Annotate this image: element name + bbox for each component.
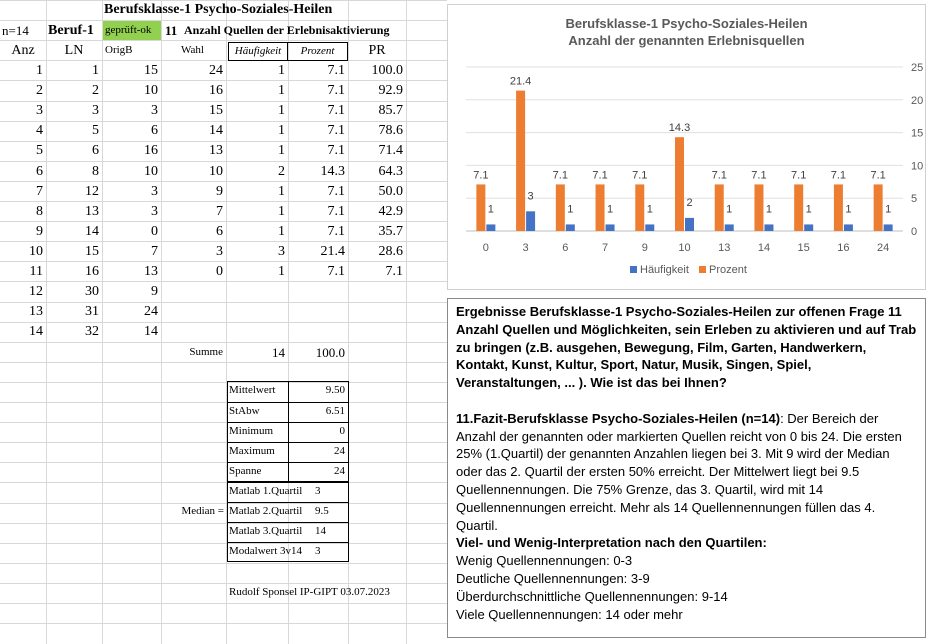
fazit-text: : Der Bereich der Anzahl der genannten oder markierten Quellen reicht von 0 bis 24. Die ersten 25% (1.Quartil) der genannten Anzahlen liegen bei 3. Mit 9 wird der Median oder das 2. Quartil der ersten 50% erreicht. Der Mittelwert liegt bei 9.5 Quellennennungen. Die 75% Grenze, das 3. Quartil, wird mit 14 Quellennennungen erreicht. Mehr als 14 Quellennennungen füllen das 4. Quartil. xyxy=(456,410,902,533)
cell-origb: 10 xyxy=(144,164,158,179)
data-label-prozent: 14.3 xyxy=(668,122,691,135)
cell-wahl: 6 xyxy=(216,224,223,239)
data-label-prozent: 7.1 xyxy=(632,169,648,182)
interp-line: Wenig Quellennennungen: 0-3 xyxy=(456,553,633,569)
y-tick-label: 15 xyxy=(911,127,924,140)
x-tick-label: 13 xyxy=(718,242,731,254)
cell-origb: 3 xyxy=(151,103,158,118)
cell-pr: 28.6 xyxy=(378,244,403,259)
legend-swatch-prozent xyxy=(699,266,706,273)
cell-p: 7.1 xyxy=(327,224,345,239)
x-tick-label: 3 xyxy=(522,242,529,254)
data-label-prozent: 7.1 xyxy=(791,169,807,182)
stat-label: Mittelwert xyxy=(229,384,276,396)
x-tick-label: 24 xyxy=(877,242,890,254)
cell-anz: 12 xyxy=(29,284,43,299)
interp-line: Deutliche Quellennennungen: 3-9 xyxy=(456,570,650,586)
cell-wahl: 7 xyxy=(216,204,223,219)
cell-wahl: 0 xyxy=(216,264,223,279)
bar-chart[interactable] xyxy=(447,4,926,290)
cell-origb: 6 xyxy=(151,123,158,138)
cell-pr: 64.3 xyxy=(378,164,403,179)
cell-origb: 3 xyxy=(151,184,158,199)
bar-prozent[interactable] xyxy=(556,184,565,231)
cell-p: 7.1 xyxy=(327,204,345,219)
y-tick-label: 10 xyxy=(911,160,924,173)
data-label-prozent: 7.1 xyxy=(592,169,608,182)
cell-origb: 7 xyxy=(151,244,158,259)
chart-plot xyxy=(448,5,925,289)
x-tick-label: 16 xyxy=(837,242,850,254)
data-label-haeufigkeit: 1 xyxy=(765,203,773,216)
bar-haeufigkeit[interactable] xyxy=(606,224,615,231)
cell-wahl: 14 xyxy=(209,123,223,138)
data-label-haeufigkeit: 1 xyxy=(805,203,812,216)
cell-p: 7.1 xyxy=(327,83,345,98)
cell-ln: 3 xyxy=(92,103,99,118)
fazit-label: 11.Fazit-Berufsklasse Psycho-Soziales-Heilen (n=14) xyxy=(456,410,781,426)
cell-p: 7.1 xyxy=(327,63,345,78)
stat-value: 24 xyxy=(334,445,345,457)
cell-origb: 15 xyxy=(144,63,158,78)
stat-label: Minimum xyxy=(229,425,274,437)
cell-pr: 92.9 xyxy=(378,83,403,98)
stat-value: 3 xyxy=(315,485,321,497)
cell-wahl: 24 xyxy=(209,63,223,78)
bar-prozent[interactable] xyxy=(675,137,684,231)
data-label-prozent: 7.1 xyxy=(552,169,568,182)
stat-value: 3 xyxy=(315,545,321,557)
data-label-haeufigkeit: 1 xyxy=(885,203,892,216)
fazit-paragraph xyxy=(456,410,917,535)
cell-anz: 11 xyxy=(29,264,43,279)
cell-wahl: 3 xyxy=(216,244,223,259)
cell-anz: 3 xyxy=(36,103,43,118)
sheet-title: Berufsklasse-1 Psycho-Soziales-Heilen xyxy=(104,2,333,17)
bar-haeufigkeit[interactable] xyxy=(486,224,495,231)
data-label-haeufigkeit: 1 xyxy=(606,203,614,216)
bar-prozent[interactable] xyxy=(596,184,605,231)
bar-haeufigkeit[interactable] xyxy=(725,224,734,231)
x-tick-label: 9 xyxy=(641,242,648,254)
cell-origb: 3 xyxy=(151,204,158,219)
summe-prozent: 100.0 xyxy=(315,345,345,360)
cell-ln: 30 xyxy=(85,284,99,299)
bar-prozent[interactable] xyxy=(715,184,724,231)
stat-label: Matlab 2.Quartil xyxy=(229,505,303,517)
y-tick-label: 5 xyxy=(911,193,918,206)
x-tick-label: 14 xyxy=(757,242,771,254)
stat-value: 24 xyxy=(334,465,345,477)
cell-anz: 4 xyxy=(36,123,43,138)
cell-h: 1 xyxy=(278,184,285,199)
cell-h: 1 xyxy=(278,224,285,239)
cell-p: 7.1 xyxy=(327,123,345,138)
cell-h: 1 xyxy=(278,83,285,98)
cell-ln: 8 xyxy=(92,164,99,179)
bar-haeufigkeit[interactable] xyxy=(645,224,654,231)
cell-anz: 13 xyxy=(29,304,43,319)
cell-anz: 5 xyxy=(36,143,43,158)
data-label-haeufigkeit: 1 xyxy=(567,203,574,216)
summe-label: Summe xyxy=(189,346,223,358)
col-header-wahl: Wahl xyxy=(181,44,204,56)
data-label-prozent: 7.1 xyxy=(711,169,727,182)
cell-anz: 10 xyxy=(29,244,43,259)
cell-anz: 1 xyxy=(36,63,43,78)
cell-pr: 78.6 xyxy=(378,123,403,138)
cell-ln: 13 xyxy=(85,204,99,219)
cell-p: 14.3 xyxy=(320,164,345,179)
col-header-haeufigkeit: Häufigkeit xyxy=(228,42,288,61)
cell-p: 7.1 xyxy=(327,103,345,118)
bar-haeufigkeit[interactable] xyxy=(884,224,893,231)
col-header-origb: OrigB xyxy=(105,44,133,56)
cell-anz: 7 xyxy=(36,184,43,199)
cell-ln: 2 xyxy=(92,83,99,98)
question-number: 11 xyxy=(165,23,178,38)
data-label-haeufigkeit: 1 xyxy=(646,203,653,216)
cell-anz: 14 xyxy=(29,324,43,339)
cell-ln: 5 xyxy=(92,123,99,138)
cell-h: 1 xyxy=(278,123,285,138)
cell-anz: 9 xyxy=(36,224,43,239)
data-label-prozent: 7.1 xyxy=(870,169,886,182)
bar-haeufigkeit[interactable] xyxy=(764,224,773,231)
cell-ln: 6 xyxy=(92,143,99,158)
bar-haeufigkeit[interactable] xyxy=(685,218,694,231)
stat-value: 14 xyxy=(315,525,326,537)
data-label-haeufigkeit: 1 xyxy=(845,203,852,216)
cell-ln: 32 xyxy=(85,324,99,339)
result-heading: Ergebnisse Berufsklasse-1 Psycho-Soziales-Heilen zur offenen Frage 11 Anzahl Quellen und Möglichkeiten, sein Erleben zu aktivieren und auf Trab zu bringen (z.B. ausgehen, Bewegung, Film, Garten, Handwerkern, Kontakt, Kunst, Kultur, Sport, Natur, Musik, Singen, Spiel, Veranstaltungen, ... ). Wie ist das bei Ihnen? xyxy=(456,304,917,391)
col-header-anz: Anz xyxy=(11,43,35,58)
data-label-prozent: 21.4 xyxy=(509,75,532,88)
cell-origb: 24 xyxy=(144,304,158,319)
col-header-ln: LN xyxy=(64,43,84,58)
legend-label-haeufigkeit[interactable]: Häufigkeit xyxy=(640,264,689,276)
group-label: Beruf-1 xyxy=(48,23,94,38)
cell-p: 21.4 xyxy=(320,244,345,259)
stat-label: Spanne xyxy=(229,465,262,477)
x-tick-label: 6 xyxy=(562,242,569,254)
cell-pr: 35.7 xyxy=(378,224,403,239)
cell-wahl: 10 xyxy=(209,164,223,179)
cell-ln: 14 xyxy=(85,224,99,239)
bar-haeufigkeit[interactable] xyxy=(804,224,813,231)
cell-ln: 12 xyxy=(85,184,99,199)
bar-prozent[interactable] xyxy=(754,184,763,231)
data-label-haeufigkeit: 2 xyxy=(686,196,693,209)
cell-h: 1 xyxy=(278,143,285,158)
interp-line: Überdurchschnittliche Quellennennungen: 9-14 xyxy=(456,588,728,604)
cell-anz: 8 xyxy=(36,204,43,219)
x-tick-label: 0 xyxy=(482,242,489,254)
stat-label: Matlab 3.Quartil xyxy=(229,525,303,537)
col-header-pr: PR xyxy=(368,43,386,58)
cell-ln: 1 xyxy=(92,63,99,78)
x-tick-label: 7 xyxy=(601,242,609,254)
y-tick-label: 20 xyxy=(911,94,924,107)
chart-title-line-1: Berufsklasse-1 Psycho-Soziales-Heilen xyxy=(565,16,808,31)
bar-prozent[interactable] xyxy=(794,184,803,231)
cell-ln: 16 xyxy=(85,264,99,279)
stat-label: Maximum xyxy=(229,445,275,457)
y-tick-label: 25 xyxy=(911,62,924,74)
chart-title-line-2: Anzahl der genannten Erlebnisquellen xyxy=(568,33,805,48)
bar-prozent[interactable] xyxy=(874,184,883,231)
cell-wahl: 9 xyxy=(216,184,223,199)
data-label-haeufigkeit: 1 xyxy=(726,203,733,216)
question-label: Anzahl Quellen der Erlebnisaktivierung xyxy=(184,23,390,37)
bar-haeufigkeit[interactable] xyxy=(526,211,535,231)
cell-pr: 50.0 xyxy=(378,184,403,199)
cell-p: 7.1 xyxy=(327,264,345,279)
cell-ln: 31 xyxy=(85,304,99,319)
cell-h: 1 xyxy=(278,63,285,78)
interp-line: Viele Quellennennungen: 14 oder mehr xyxy=(456,606,683,622)
summe-haeufigkeit: 14 xyxy=(272,345,285,360)
cell-origb: 0 xyxy=(151,224,158,239)
data-label-haeufigkeit: 1 xyxy=(487,203,494,216)
cell-p: 7.1 xyxy=(327,184,345,199)
cell-pr: 71.4 xyxy=(378,143,403,158)
cell-anz: 2 xyxy=(36,83,43,98)
cell-origb: 14 xyxy=(144,324,158,339)
stat-value: 0 xyxy=(339,425,345,437)
cell-h: 1 xyxy=(278,264,285,279)
stat-value: 9.50 xyxy=(325,384,345,396)
legend-label-prozent[interactable]: Prozent xyxy=(709,264,747,276)
legend-swatch-haeufigkeit xyxy=(630,266,637,273)
bar-prozent[interactable] xyxy=(635,184,644,231)
result-textbox[interactable] xyxy=(447,298,926,638)
author-credit: Rudolf Sponsel IP-GIPT 03.07.2023 xyxy=(229,586,390,598)
bar-prozent[interactable] xyxy=(476,184,485,231)
cell-origb: 10 xyxy=(144,83,158,98)
bar-prozent[interactable] xyxy=(834,184,843,231)
cell-h: 1 xyxy=(278,204,285,219)
stat-label: Modalwert 3v14 xyxy=(229,545,303,557)
stat-value: 9.5 xyxy=(315,505,329,517)
cell-ln: 15 xyxy=(85,244,99,259)
cell-wahl: 16 xyxy=(209,83,223,98)
bar-haeufigkeit[interactable] xyxy=(844,224,853,231)
cell-h: 2 xyxy=(278,164,285,179)
cell-pr: 100.0 xyxy=(371,63,403,78)
bar-prozent[interactable] xyxy=(516,91,525,231)
stat-label: Matlab 1.Quartil xyxy=(229,485,303,497)
x-tick-label: 10 xyxy=(678,242,691,254)
data-label-haeufigkeit: 3 xyxy=(527,190,534,203)
cell-wahl: 15 xyxy=(209,103,223,118)
stat-label: StAbw xyxy=(229,405,260,417)
cell-origb: 9 xyxy=(151,284,158,299)
cell-wahl: 13 xyxy=(209,143,223,158)
cell-origb: 13 xyxy=(144,264,158,279)
bar-haeufigkeit[interactable] xyxy=(566,224,575,231)
cell-anz: 6 xyxy=(36,164,43,179)
n-label: n=14 xyxy=(2,23,29,38)
data-label-prozent: 7.1 xyxy=(830,169,847,182)
y-tick-label: 0 xyxy=(911,226,918,238)
col-header-prozent: Prozent xyxy=(288,42,348,61)
cell-h: 3 xyxy=(278,244,285,259)
interp-heading: Viel- und Wenig-Interpretation nach den Quartilen: xyxy=(456,535,767,551)
cell-origb: 16 xyxy=(144,143,158,158)
data-label-prozent: 7.1 xyxy=(473,169,489,182)
x-tick-label: 15 xyxy=(797,242,810,254)
cell-h: 1 xyxy=(278,103,285,118)
median-label: Median = xyxy=(181,505,224,517)
cell-pr: 42.9 xyxy=(378,204,403,219)
data-label-prozent: 7.1 xyxy=(751,169,767,182)
check-badge: geprüft-ok xyxy=(103,21,161,40)
cell-pr: 85.7 xyxy=(378,103,403,118)
cell-p: 7.1 xyxy=(327,143,345,158)
stat-value: 6.51 xyxy=(325,405,345,417)
cell-pr: 7.1 xyxy=(385,264,403,279)
